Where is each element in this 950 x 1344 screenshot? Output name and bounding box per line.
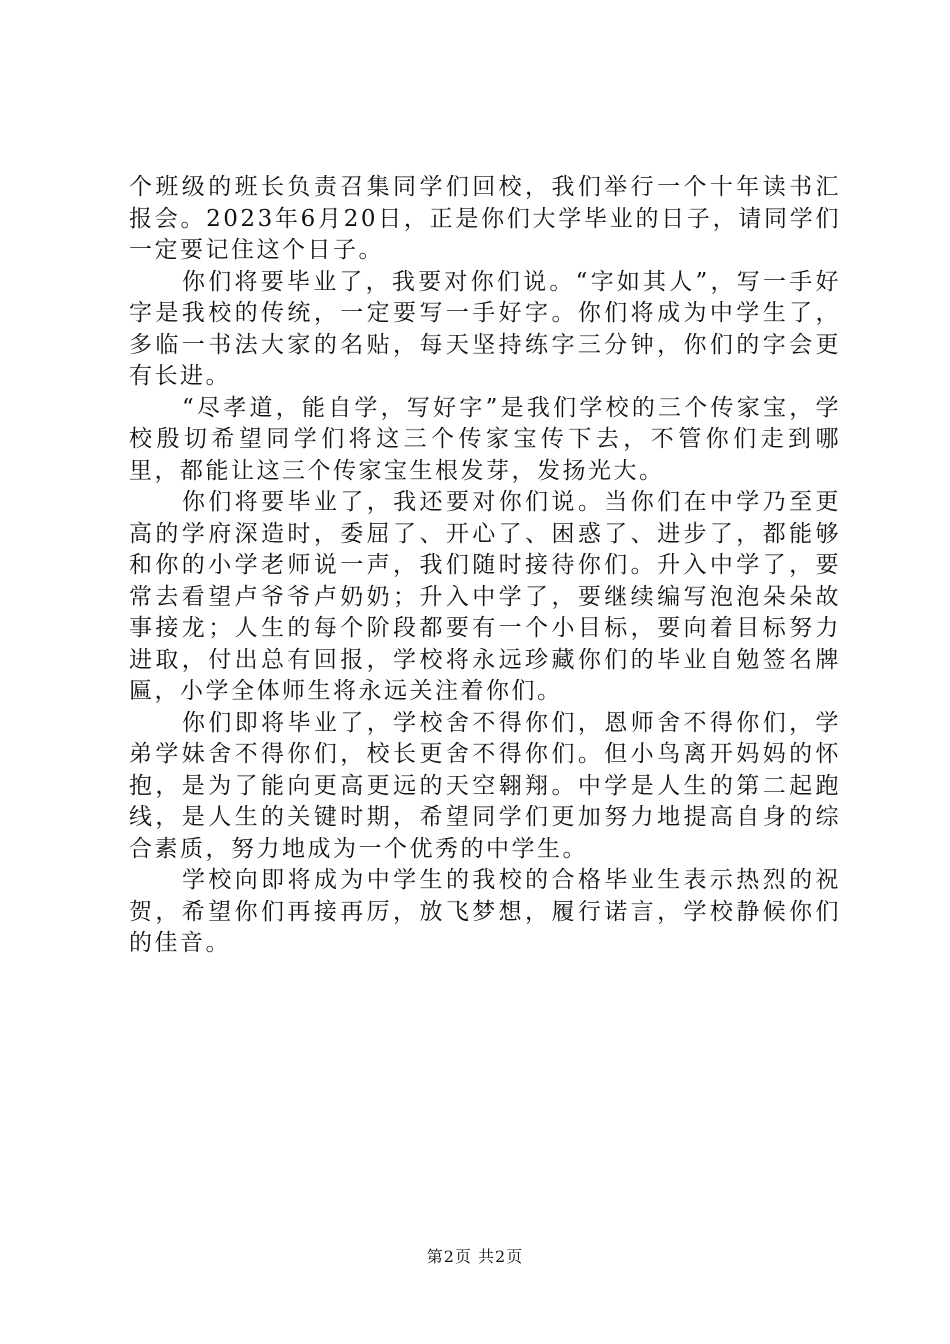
document-body	[129, 172, 841, 960]
paragraph-future-advice: 你们将要毕业了，我还要对你们说。当你们在中学乃至更高的学府深造时，委屈了、开心了、困惑了、进步了，都能够和你的小学老师说一声，我们随时接待你们。升入中学了，要常去看望卢爷爷卢奶奶；升入中学了，要继续编写泡泡朵朵故事接龙；人生的每个阶段都要有一个小目标，要向着目标努力进取，付出总有回报，学校将永远珍藏你们的毕业自勉签名牌匾，小学全体师生将永远关注着你们。	[129, 489, 841, 704]
paragraph-continuation: 个班级的班长负责召集同学们回校，我们举行一个十年读书汇报会。2023年6月20日，正是你们大学毕业的日子，请同学们一定要记住这个日子。	[129, 174, 841, 263]
paragraph-farewell: 你们即将毕业了，学校舍不得你们，恩师舍不得你们，学弟学妹舍不得你们，校长更舍不得你们。但小鸟离开妈妈的怀抱，是为了能向更高更远的天空翱翔。中学是人生的第二起跑线，是人生的关键时期，希望同学们更加努力地提高自身的综合素质，努力地成为一个优秀的中学生。	[129, 709, 841, 862]
paragraph-handwriting: 你们将要毕业了，我要对你们说。“字如其人”，写一手好字是我校的传统，一定要写一手好字。你们将成为中学生了，多临一书法大家的名贴，每天坚持练字三分钟，你们的字会更有长进。	[129, 268, 841, 389]
page-number-footer: 第2页 共2页	[426, 1247, 524, 1266]
paragraph-school-treasures: “尽孝道，能自学，写好字”是我们学校的三个传家宝，学校殷切希望同学们将这三个传家宝传下去，不管你们走到哪里，都能让这三个传家宝生根发芽，发扬光大。	[129, 394, 841, 484]
paragraph-congratulations: 学校向即将成为中学生的我校的合格毕业生表示热烈的祝贺，希望你们再接再厉，放飞梦想，履行诺言，学校静候你们的佳音。	[129, 867, 841, 956]
